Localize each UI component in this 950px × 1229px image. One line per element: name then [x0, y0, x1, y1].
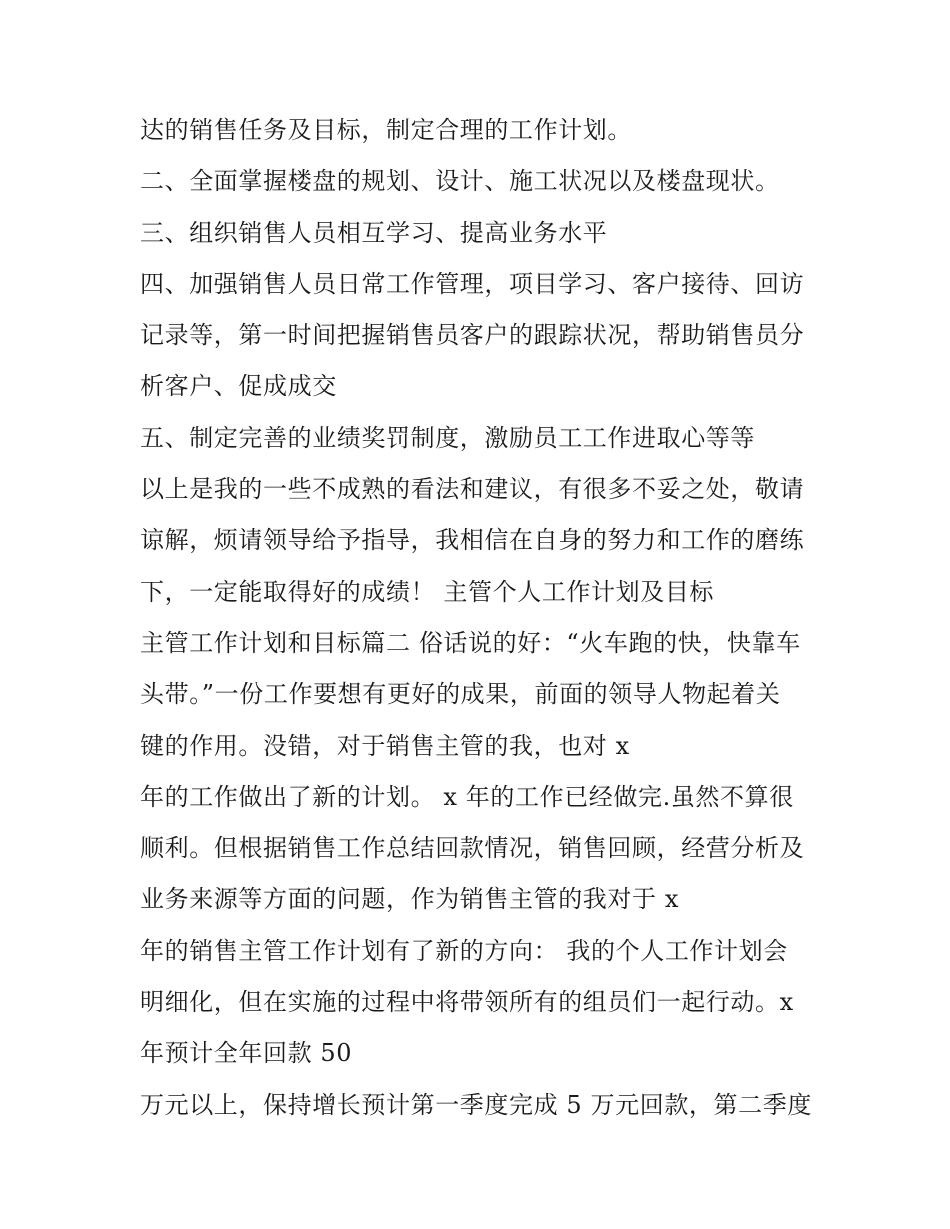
- text-line: 记录等，第一时间把握销售员客户的跟踪状况，帮助销售员分: [140, 321, 805, 350]
- text-line: 下，一定能取得好的成绩！ 主管个人工作计划及目标: [140, 577, 715, 606]
- text-line: 四、加强销售人员日常工作管理，项目学习、客户接待、回访: [140, 269, 805, 298]
- text-line: 顺利。但根据销售工作总结回款情况，销售回顾，经营分析及: [140, 834, 805, 863]
- text-line: 明细化，但在实施的过程中将带领所有的组员们一起行动。x: [140, 988, 794, 1017]
- text-line: 谅解，烦请领导给予指导，我相信在自身的努力和工作的磨练: [140, 526, 805, 555]
- text-line: 主管工作计划和目标篇二 俗话说的好：“火车跑的快，快靠车: [140, 628, 801, 657]
- text-line: 业务来源等方面的问题，作为销售主管的我对于 x: [140, 885, 679, 914]
- text-line: 达的销售任务及目标，制定合理的工作计划。: [140, 116, 632, 144]
- text-line: 键的作用。没错，对于销售主管的我，也对 x: [140, 731, 630, 760]
- text-line: 以上是我的一些不成熟的看法和建议，有很多不妥之处，敬请: [140, 475, 805, 504]
- text-line: 头带。”一份工作要想有更好的成果，前面的领导人物起着关: [140, 680, 781, 709]
- text-line: 万元以上，保持增长预计第一季度完成 5 万元回款，第二季度: [140, 1090, 812, 1119]
- text-line: 年的销售主管工作计划有了新的方向： 我的个人工作计划会: [140, 936, 788, 965]
- text-line: 年预计全年回款 50: [140, 1039, 353, 1068]
- text-line: 年的工作做出了新的计划。 x 年的工作已经做完.虽然不算很: [140, 782, 794, 811]
- text-line: 五、制定完善的业绩奖罚制度，激励员工工作进取心等等: [140, 423, 755, 452]
- text-line: 析客户、促成成交: [140, 372, 337, 401]
- text-line: 三、组织销售人员相互学习、提高业务水平: [140, 218, 608, 247]
- body-text: [140, 108, 830, 1134]
- text-line: 二、全面掌握楼盘的规划、设计、施工状况以及楼盘现状。: [140, 167, 780, 196]
